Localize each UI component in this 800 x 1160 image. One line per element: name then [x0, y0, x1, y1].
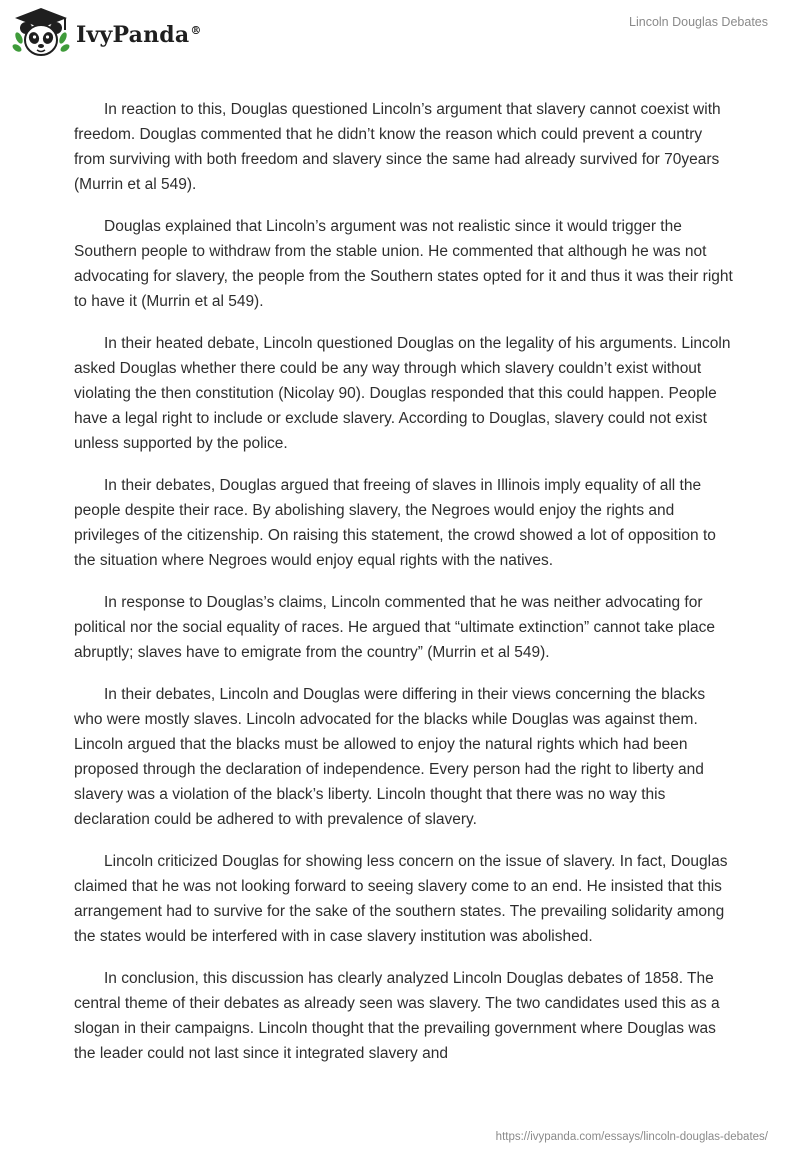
source-url[interactable]: https://ivypanda.com/essays/lincoln-douglas-debates/ — [495, 1131, 768, 1143]
paragraph: In their debates, Lincoln and Douglas were differing in their views concerning the blacks who were mostly slaves. Lincoln advocated for the blacks while Douglas was against them. Lincoln argued that the blacks must be allowed to enjoy the natural rights which had been proposed through the declaration of independence. Every person had the right to liberty and slavery was a violation of the black’s liberty. Lincoln thought that there was no way this declaration could be adhered to with prevalence of slavery. — [74, 686, 706, 828]
paragraph: In their debates, Douglas argued that freeing of slaves in Illinois imply equality of all the people despite their race. By abolishing slavery, the Negroes would enjoy the rights and privileges of the citizenship. On raising this statement, the crowd showed a lot of opposition to the situation where Negroes would enjoy equal rights with the natives. — [74, 477, 716, 569]
paragraph: In response to Douglas’s claims, Lincoln commented that he was neither advocating for political nor the social equality of races. He argued that “ultimate extinction” cannot take place abruptly; slaves have to emigrate from the country” (Murrin et al 549). — [74, 594, 716, 661]
essay-body — [74, 97, 734, 1083]
document-title: Lincoln Douglas Debates — [629, 15, 768, 29]
brand-name: IvyPanda® — [76, 22, 202, 48]
paragraph: In reaction to this, Douglas questioned Lincoln’s argument that slavery cannot coexist with freedom. Douglas commented that he didn’t know the reason which could prevent a country from surviving with both freedom and slavery since the same had already survived for 70years (Murrin et al 549). — [74, 101, 721, 193]
registered-mark: ® — [190, 23, 202, 37]
paragraph: In conclusion, this discussion has clearly analyzed Lincoln Douglas debates of 1858. The central theme of their debates as already seen was slavery. The two candidates used this as a slogan in their campaigns. Lincoln thought that the prevailing government where Douglas was the leader could not last since it integrated slavery and — [74, 970, 720, 1062]
panda-graduation-cap-icon — [12, 6, 70, 60]
paragraph: Douglas explained that Lincoln’s argument was not realistic since it would trigger the Southern people to withdraw from the stable union. He commented that although he was not advocating for slavery, the people from the Southern states opted for it and thus it was their right to have it (Murrin et al 549). — [74, 218, 733, 310]
paragraph: In their heated debate, Lincoln questioned Douglas on the legality of his arguments. Lincoln asked Douglas whether there could be any way through which slavery couldn’t exist without violating the then constitution (Nicolay 90). Douglas responded that this could happen. People have a legal right to include or exclude slavery. According to Douglas, slavery could not exist unless supported by the police. — [74, 335, 731, 452]
page-header — [0, 0, 800, 64]
paragraph: Lincoln criticized Douglas for showing less concern on the issue of slavery. In fact, Douglas claimed that he was not looking forward to seeing slavery come to an end. He insisted that this arrangement had to survive for the sake of the southern states. The prevailing solidarity among the states would be interfered with in case slavery institution was abolished. — [74, 853, 728, 945]
brand-logo[interactable] — [12, 6, 202, 60]
